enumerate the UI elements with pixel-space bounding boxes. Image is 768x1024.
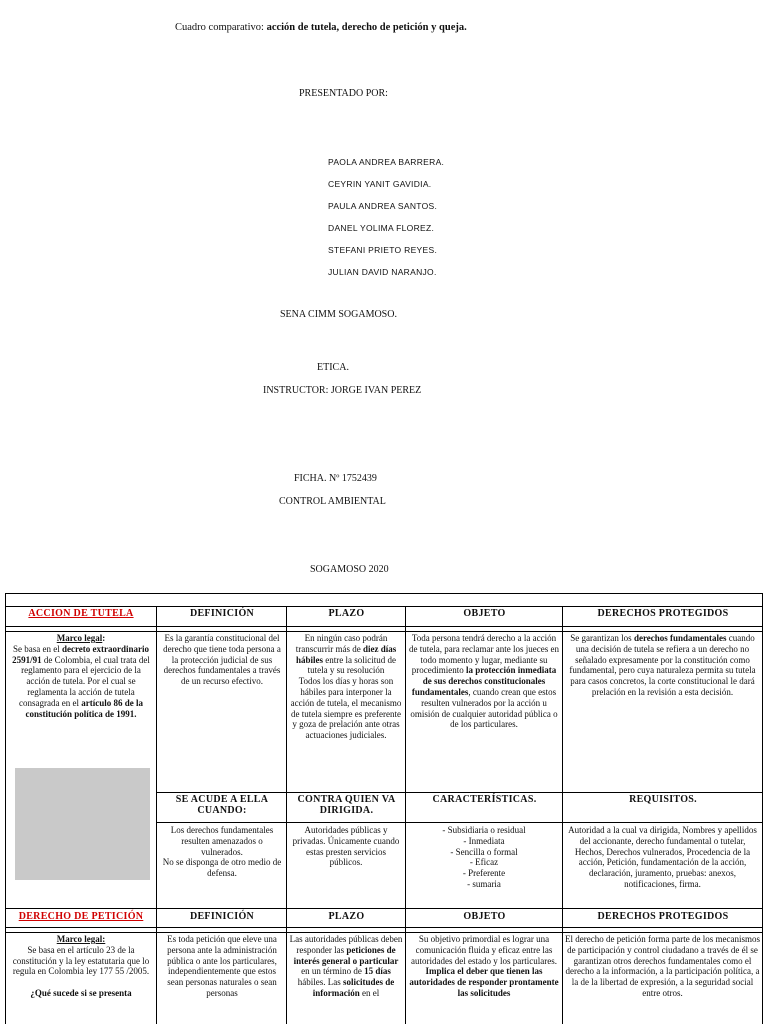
- tutela-marco-legal: Marco legal: Se basa en el decreto extraordinario 2591/91 de Colombia, el cual trata del reglamento para el ejercicio de la acción de tutela. Por el cual se reglamenta la acción de tutela consagrada en el artículo 86 de la constitución política de 1991.: [12, 633, 150, 719]
- author-name: DANEL YOLIMA FLOREZ.: [328, 223, 435, 233]
- placeholder-image: [15, 768, 150, 880]
- instructor: INSTRUCTOR: JORGE IVAN PEREZ: [263, 385, 422, 396]
- institution: SENA CIMM SOGAMOSO.: [280, 309, 397, 320]
- program-name: CONTROL AMBIENTAL: [279, 496, 386, 507]
- header-se-acude: SE ACUDE A ELLA CUANDO:: [175, 794, 269, 816]
- header-objeto: OBJETO: [463, 608, 506, 619]
- list-item: - Sencilla o formal: [408, 847, 560, 858]
- header-definicion: DEFINICIÓN: [189, 911, 255, 922]
- tutela-section-title: ACCION DE TUTELA: [28, 608, 134, 619]
- header-caracteristicas: CARACTERÍSTICAS.: [432, 794, 537, 805]
- header-plazo: PLAZO: [328, 608, 365, 619]
- peticion-objeto: Su objetivo primordial es lograr una comunicación fluida y eficaz entre las autoridades del estado y los particulares. Implica el deber que tienen las autoridades de responder prontamente las solicitudes: [409, 934, 559, 998]
- list-item: - Inmediata: [408, 836, 560, 847]
- tutela-derechos-protegidos: Se garantizan los derechos fundamentales cuando una decisión de tutela se refiera a un derecho no señalado expresamente por la constitución como fundamental, pero cuya naturaleza permita su tutela para casos concretos, la corte constitucional le dará prelación en la revisión a esta decisión.: [569, 633, 756, 697]
- peticion-definicion: Es toda petición que eleve una persona ante la administración pública o ante los particulares, independientemente que estos sean personas naturales o sean personas: [167, 934, 277, 998]
- header-plazo: PLAZO: [328, 911, 365, 922]
- presented-by-label: PRESENTADO POR:: [299, 88, 388, 99]
- header-contra-quien: CONTRA QUIEN VA DIRIGIDA.: [297, 794, 396, 816]
- peticion-plazo: Las autoridades públicas deben responder las peticiones de interés general o particular en un término de 15 días hábiles. Las solicitudes de información en el: [289, 934, 403, 998]
- tutela-requisitos: Autoridad a la cual va dirigida, Nombres y apellidos del accionante, derecho fundamental o tutelar, Hechos, Derechos vulnerados, Procedencia de la acción, Petición, fundamentación de la acción, declaración, juramento, pruebas: anexos, notificaciones, firma.: [568, 825, 757, 889]
- list-item: - Eficaz: [408, 857, 560, 868]
- author-name: PAOLA ANDREA BARRERA.: [328, 157, 445, 167]
- peticion-marco-legal: Marco legal: Se basa en el artículo 23 de la constitución y la ley estatutaria que lo regula en Colombia ley 177 55 /2005. ¿Qué sucede si se presenta: [12, 934, 150, 998]
- list-item: - Preferente: [408, 868, 560, 879]
- document-title: Cuadro comparativo: acción de tutela, derecho de petición y queja.: [175, 22, 467, 33]
- peticion-derechos-protegidos: El derecho de petición forma parte de los mecanismos de participación y control ciudadano a través de él se garantizan otros derechos fundamentales como el derecho a la información, a la participación política, a la de la libertad de expresión, a la seguridad social entre otros.: [565, 934, 760, 998]
- peticion-section-title: DERECHO DE PETICIÓN: [18, 911, 144, 922]
- tutela-contra-quien: Autoridades públicas y privadas. Únicamente cuando estas presten servicios públicos.: [292, 825, 400, 868]
- header-derechos-protegidos: DERECHOS PROTEGIDOS: [597, 911, 729, 922]
- header-requisitos: REQUISITOS.: [629, 794, 697, 805]
- list-item: - sumaria: [408, 879, 560, 890]
- tutela-definicion: Es la garantía constitucional del derecho que tiene toda persona a la protección judicial de sus derechos fundamentales a través de un recurso efectivo.: [163, 633, 281, 687]
- tutela-caracteristicas: [408, 825, 560, 907]
- author-name: PAULA ANDREA SANTOS.: [328, 201, 438, 211]
- ficha-number: FICHA. Nº 1752439: [294, 473, 377, 484]
- tutela-objeto: Toda persona tendrá derecho a la acción de tutela, para reclamar ante los jueces en todo momento y lugar, mediante su procedimiento la protección inmediata de sus derechos constitucionales fundamentales, cuando crean que estos resulten vulnerados por la acción u omisión de cualquier autoridad pública o de los particulares.: [409, 633, 559, 730]
- author-name: JULIAN DAVID NARANJO.: [328, 267, 437, 277]
- header-objeto: OBJETO: [463, 911, 506, 922]
- header-derechos-protegidos: DERECHOS PROTEGIDOS: [597, 608, 729, 619]
- tutela-se-acude: Los derechos fundamentales resulten amenazados o vulnerados. No se disponga de otro medio de defensa.: [162, 825, 282, 879]
- tutela-plazo: En ningún caso podrán transcurrir más de diez días hábiles entre la solicitud de tutela y su resolución Todos los días y horas son hábiles para interponer la acción de tutela, el mecanismo de tutela siempre es preferente y goza de prelación ante otras actuaciones judiciales.: [290, 633, 402, 741]
- author-name: CEYRIN YANIT GAVIDIA.: [328, 179, 432, 189]
- city-year: SOGAMOSO 2020: [310, 564, 389, 575]
- author-name: STEFANI PRIETO REYES.: [328, 245, 438, 255]
- subject: ETICA.: [317, 362, 349, 373]
- header-definicion: DEFINICIÓN: [189, 608, 255, 619]
- list-item: - Subsidiaria o residual: [408, 825, 560, 836]
